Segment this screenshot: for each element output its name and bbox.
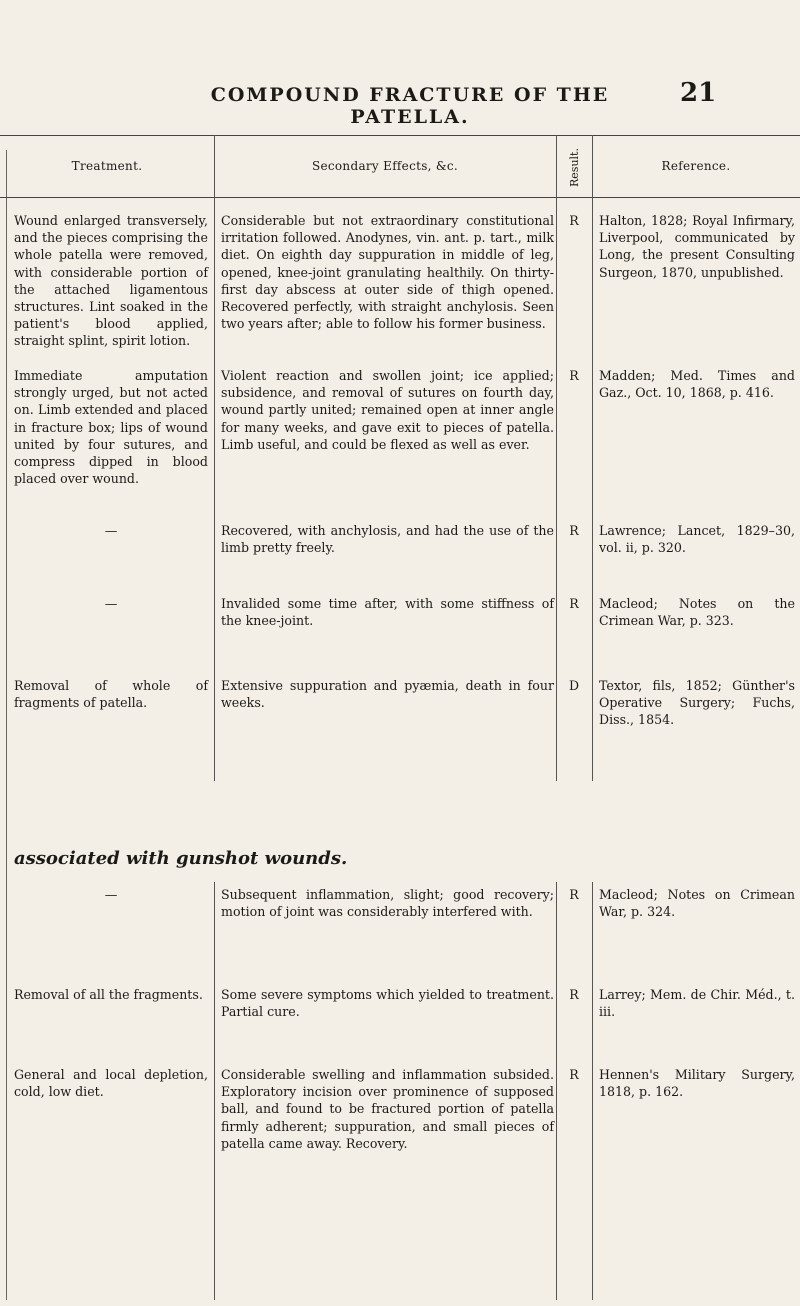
table-row-reference: Macleod; Notes on the Crimean War, p. 323. — [599, 596, 795, 629]
column-divider — [592, 135, 593, 781]
table-row-result: R — [569, 213, 579, 228]
column-header-treatment: Treatment. — [71, 159, 143, 173]
table-row-secondary-effects: Considerable swelling and inflammation subsided. Exploratory incision over prominence of supposed ball, and found to be fractured portion of patella firmly adherent; suppuration, and small pieces of patella came away. Recovery. — [221, 1067, 554, 1151]
header-bottom-rule — [0, 197, 800, 198]
table-row-result: R — [569, 887, 579, 902]
table-row-secondary-effects: Considerable but not extraordinary constitutional irritation followed. Anodynes, vin. ant. p. tart., milk diet. On eighth day suppuration in middle of leg, opened, knee-joint granulating healthily. On thirty-first day abscess at outer side of thigh opened. Recovered perfectly, with straight anchylosis. Seen two years after; able to follow his former business. — [221, 213, 554, 332]
column-divider — [214, 135, 215, 781]
table-row-reference: Textor, fils, 1852; Günther's Operative Surgery; Fuchs, Diss., 1854. — [599, 678, 795, 728]
column-header-secondary-effects: Secondary Effects, &c. — [311, 159, 459, 173]
column-divider — [214, 882, 215, 1300]
column-divider — [592, 882, 593, 1300]
table-row-result: R — [569, 596, 579, 611]
table-row-treatment: — — [104, 523, 118, 538]
table-row-reference: Lawrence; Lancet, 1829–30, vol. ii, p. 320. — [599, 523, 795, 556]
table-row-secondary-effects: Some severe symptoms which yielded to treatment. Partial cure. — [221, 987, 554, 1020]
page-number: 21 — [680, 78, 717, 108]
table-row-result: R — [569, 523, 579, 538]
column-divider — [556, 882, 557, 1300]
table-row-result: D — [568, 678, 580, 693]
table-row-treatment: Removal of whole of fragments of patella. — [14, 678, 208, 711]
gunshot-table — [0, 882, 800, 1300]
table-row-secondary-effects: Recovered, with anchylosis, and had the use of the limb pretty freely. — [221, 523, 554, 556]
table-row-treatment: Wound enlarged transversely, and the pieces comprising the whole patella were removed, with considerable portion of the attached ligamentous structures. Lint soaked in the patient's blood applied, straight splint, spirit lotion. — [14, 213, 208, 349]
page-header — [0, 78, 800, 128]
section-heading: associated with gunshot wounds. — [14, 848, 348, 869]
case-table — [0, 135, 800, 781]
table-row-treatment: — — [104, 596, 118, 611]
column-header-reference: Reference. — [661, 159, 731, 173]
table-row-secondary-effects: Violent reaction and swollen joint; ice applied; subsidence, and removal of sutures on fourth day, wound partly united; remained open at inner angle for many weeks, and gave exit to pieces of patella. Limb useful, and could be flexed as well as ever. — [221, 368, 554, 452]
table-row-result: R — [569, 987, 579, 1002]
table-row-secondary-effects: Extensive suppuration and pyæmia, death in four weeks. — [221, 678, 554, 711]
table-row-result: R — [569, 1067, 579, 1082]
column-header-result-label: Result. — [567, 147, 581, 187]
table-row-treatment: Removal of all the fragments. — [14, 987, 203, 1002]
table-row-treatment: — — [104, 887, 118, 902]
table-row-result: R — [569, 368, 579, 383]
table-row-secondary-effects: Invalided some time after, with some stiffness of the knee-joint. — [221, 596, 554, 629]
table-row-treatment: General and local depletion, cold, low diet. — [14, 1067, 208, 1100]
column-header-result — [561, 143, 587, 191]
table-row-reference: Larrey; Mem. de Chir. Méd., t. iii. — [599, 987, 795, 1020]
table-row-reference: Halton, 1828; Royal Infirmary, Liverpool, communicated by Long, the present Consulting Surgeon, 1870, unpublished. — [599, 213, 795, 280]
table-row-reference: Madden; Med. Times and Gaz., Oct. 10, 1868, p. 416. — [599, 368, 795, 401]
table-row-reference: Macleod; Notes on Crimean War, p. 324. — [599, 887, 795, 920]
running-title: COMPOUND FRACTURE OF THE PATELLA. — [210, 84, 610, 128]
table-row-reference: Hennen's Military Surgery, 1818, p. 162. — [599, 1067, 795, 1100]
table-row-secondary-effects: Subsequent inflammation, slight; good recovery; motion of joint was considerably interfered with. — [221, 887, 554, 920]
table-row-treatment: Immediate amputation strongly urged, but not acted on. Limb extended and placed in fracture box; lips of wound united by four sutures, and compress dipped in blood placed over wound. — [14, 368, 208, 487]
column-divider — [556, 135, 557, 781]
